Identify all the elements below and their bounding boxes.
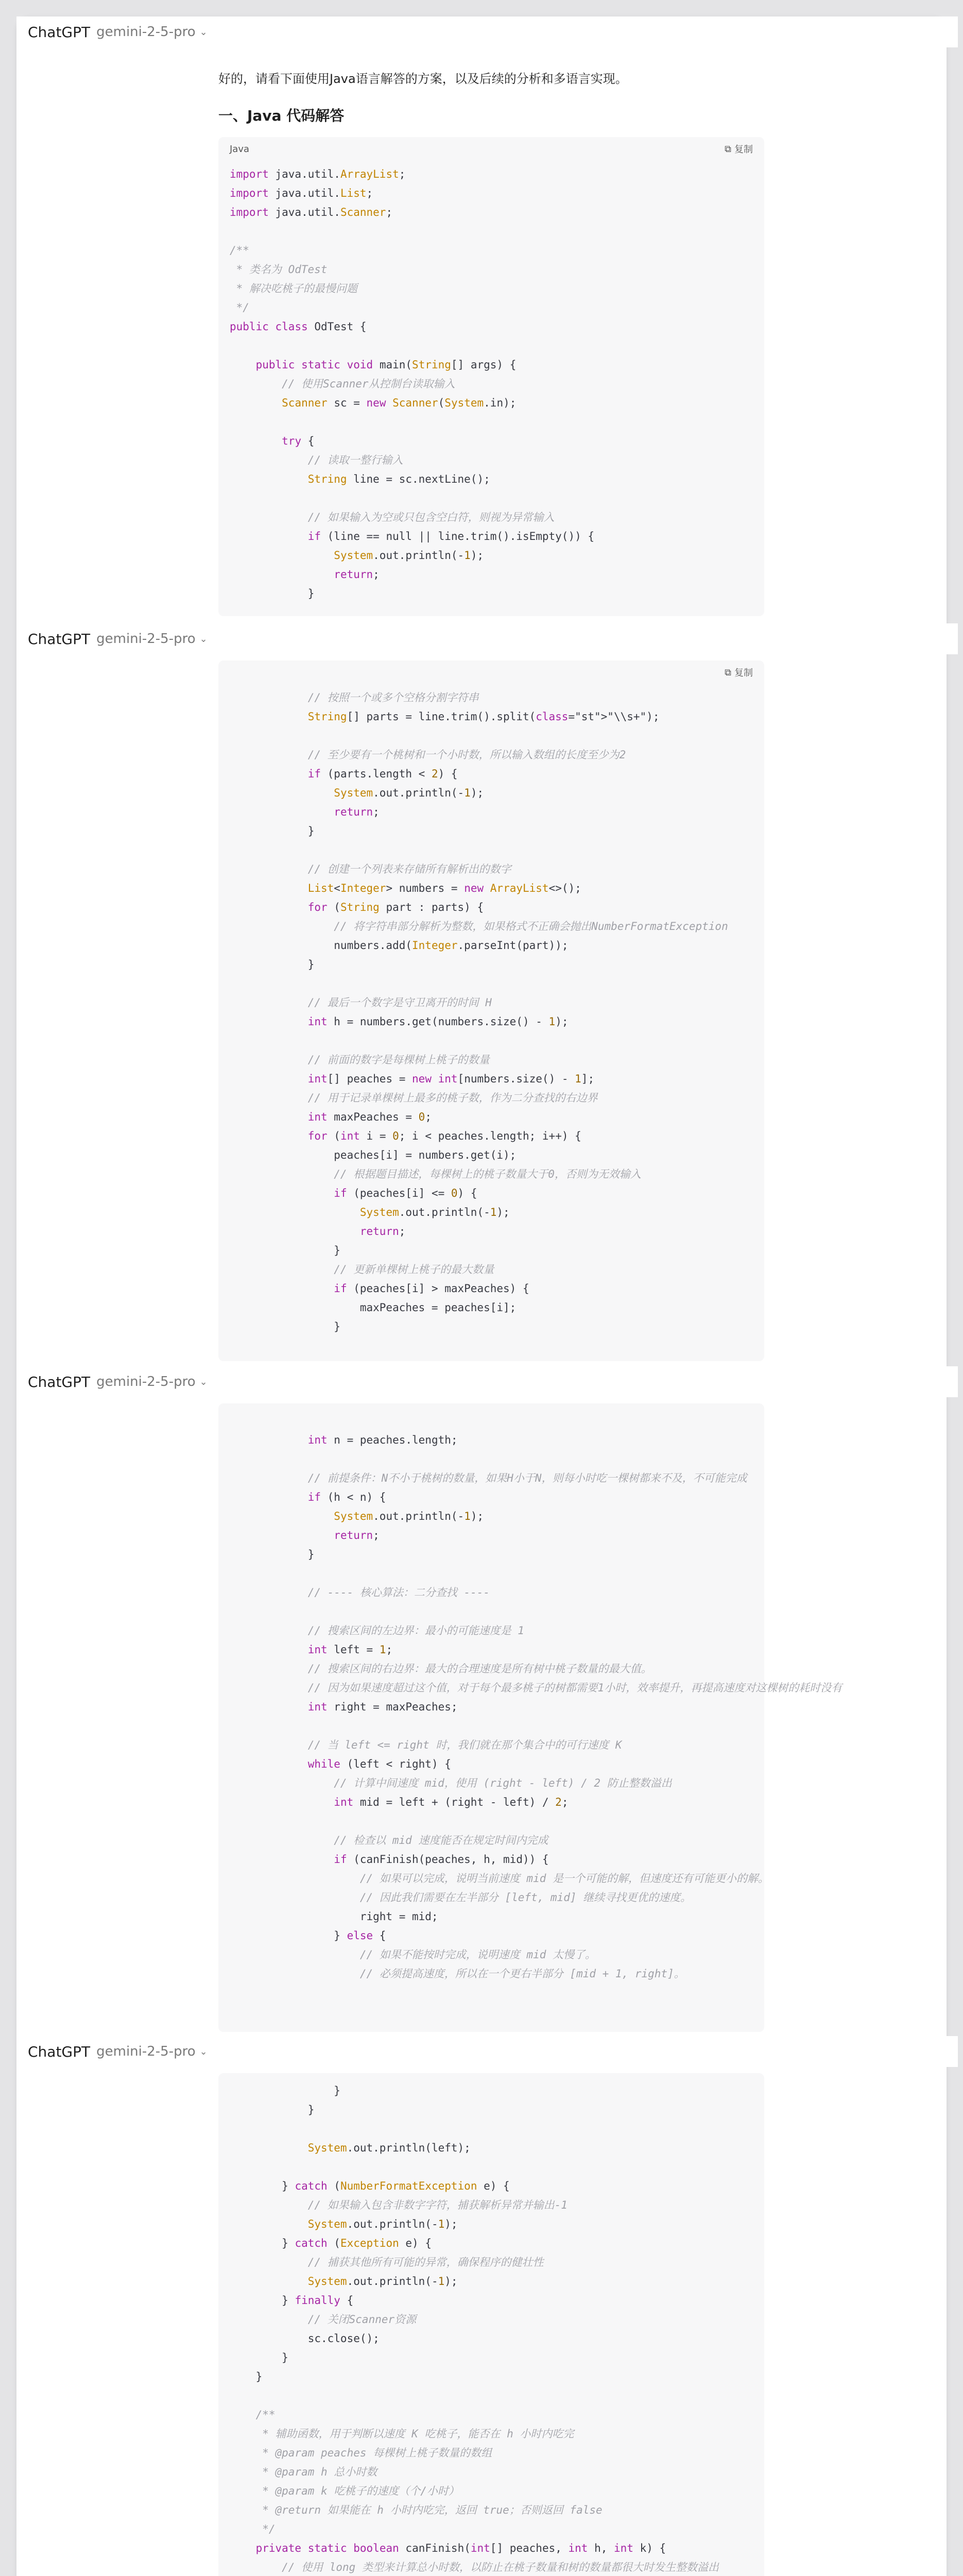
chevron-down-icon[interactable]: ⌄ <box>199 2046 208 2057</box>
model-selector[interactable]: gemini-2-5-pro <box>96 2044 196 2059</box>
code-block-toolbar <box>218 660 764 684</box>
chat-header <box>16 2036 958 2067</box>
chat-header <box>16 16 958 47</box>
chevron-down-icon[interactable]: ⌄ <box>199 26 208 38</box>
copy-icon: ⧉ <box>725 143 731 155</box>
copy-button[interactable] <box>725 666 753 679</box>
code-content: import java.util.ArrayList; import java.util.List; import java.util.Scanner; /** * 类名为 OdTest * 解决吃桃子的最慢问题 */ public class OdTest { public static void main(String[] args) { // 使用Scanner从控制台读取输入 Scanner sc = new Scanner(System.in); try { // 读取一整行输入 String line = sc.nextLine(); // 如果输入为空或只包含空白符，则视为异常输入 if (line == null || line.trim().isEmpty()) { System.out.println(-1); return; } <box>230 168 595 600</box>
copy-label: 复制 <box>734 144 753 155</box>
code-block <box>218 2073 764 2576</box>
app-title: ChatGPT <box>28 23 91 41</box>
copy-icon: ⧉ <box>725 667 731 678</box>
code-block-toolbar <box>218 137 764 161</box>
copy-button[interactable] <box>725 142 753 156</box>
code-content: } } System.out.println(left); } catch (NumberFormatException e) { // 如果输入包含非数字字符，捕获解析异常并输出-1 System.out.println(-1); } catch (Exception e) { // 捕获其他所有可能的异常，确保程序的健壮性 System.out.println(-1); } finally { // 关闭Scanner资源 sc.close(); } } /** * 辅助函数，用于判断以速度 K 吃桃子，能否在 h 小时内吃完 * @param peaches 每棵树上桃子数量的数组 * @param h 总小时数 * @param k 吃桃子的速度（个/小时） * @return 如果能在 h 小时内吃完，返回 true；否则返回 false */ private static boolean canFinish(int[] peaches, int h, int k) { // 使用 long 类型来计算总小时数，以防止在桃子数量和树的数量都很大时发生整数溢出 <box>230 2084 719 2573</box>
copy-label: 复制 <box>734 668 753 679</box>
app-title: ChatGPT <box>28 1373 91 1391</box>
model-selector[interactable]: gemini-2-5-pro <box>96 631 196 647</box>
code-content: int n = peaches.length; // 前提条件：N不小于桃树的数量，如果H小于N，则每小时吃一棵树都来不及，不可能完成 if (h < n) { System.out.println(-1); return; } // ---- 核心算法：二分查找 ---- // 搜索区间的左边界：最小的可能速度是 1 int left = 1; // 搜索区间的右边界：最大的合理速度是所有树中桃子数量的最大值。 // 因为如果速度超过这个值，对于每个最多桃子的树都需要1小时，效率提升，再提高速度对这棵树的耗时没有 int right = maxPeaches; // 当 left <= right 时，我们就在那个集合中的可行速度 K while (left < right) { // 计算中间速度 mid，使用 (right - left) / 2 防止整数溢出 int mid = left + (right - left) / 2; // 检查以 mid 速度能否在规定时间内完成 if (canFinish(peaches, h, mid)) { // 如果可以完成，说明当前速度 mid 是一个可能的解，但速度还有可能更小的解。 // 因此我们需要在左半部分 [left, mid] 继续寻找更优的速度。 right = mid; } else { // 如果不能按时完成，说明速度 mid 太慢了。 // 必须提高速度，所以在一个更右半部分 [mid + 1, right]。 <box>230 1434 842 1980</box>
code-content: // 按照一个或多个空格分割字符串 String[] parts = line.trim().split(class="st">"\\s+"); // 至少要有一个桃树和一个小时数，所以输入数组的长度至少为2 if (parts.length < 2) { System.out.println(-1); return; } // 创建一个列表来存储所有解析出的数字 List<Integer> numbers = new ArrayList<>(); for (String part : parts) { // 将字符串部分解析为整数，如果格式不正确会抛出NumberFormatException numbers.add(Integer.parseInt(part)); } // 最后一个数字是守卫离开的时间 H int h = numbers.get(numbers.size() - 1); // 前面的数字是每棵树上桃子的数量 int[] peaches = new int[numbers.size() - 1]; // 用于记录单棵树上最多的桃子数，作为二分查找的右边界 int maxPeaches = 0; for (int i = 0; i < peaches.length; i++) { peaches[i] = numbers.get(i); // 根据题目描述，每棵树上的桃子数量大于0，否则为无效输入 if (peaches[i] <= 0) { System.out.println(-1); return; } // 更新单棵树上桃子的最大数量 if (peaches[i] > maxPeaches) { maxPeaches = peaches[i]; } <box>230 691 728 1333</box>
conversation-page <box>16 16 947 2576</box>
chat-header <box>16 1366 958 1397</box>
model-selector[interactable]: gemini-2-5-pro <box>96 1374 196 1389</box>
app-title: ChatGPT <box>28 2043 91 2060</box>
code-block <box>218 1403 842 2032</box>
code-block <box>218 137 764 616</box>
chevron-down-icon[interactable]: ⌄ <box>199 1376 208 1387</box>
model-selector[interactable]: gemini-2-5-pro <box>96 24 196 40</box>
chevron-down-icon[interactable]: ⌄ <box>199 633 208 645</box>
code-block <box>218 660 764 1361</box>
section1-heading: 一、Java 代码解答 <box>218 107 345 124</box>
code-language: Java <box>230 143 250 155</box>
intro-text: 好的，请看下面使用Java语言解答的方案，以及后续的分析和多语言实现。 <box>218 72 628 86</box>
app-title: ChatGPT <box>28 630 91 648</box>
chat-header <box>16 623 958 654</box>
